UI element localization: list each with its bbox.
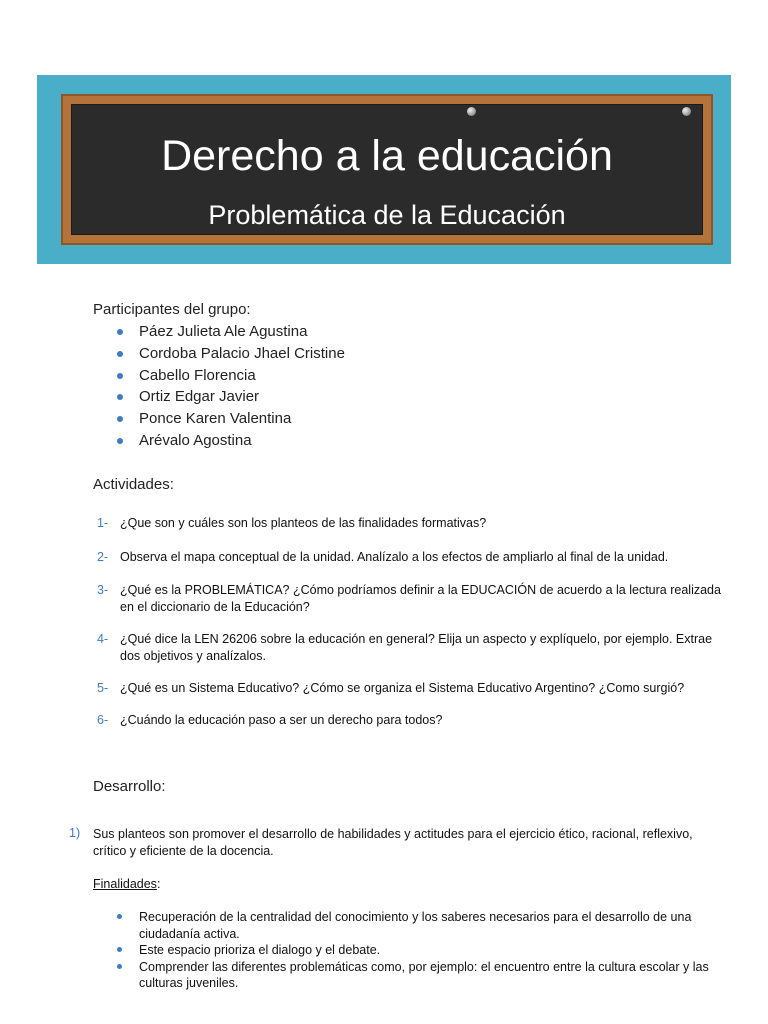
bullet-icon <box>117 964 122 969</box>
activity-text: ¿Qué es la PROBLEMÁTICA? ¿Cómo podríamos definir a la EDUCACIÓN de acuerdo a la lectura realizada en el diccionario de la Educación? <box>120 583 721 614</box>
list-item: Ponce Karen Valentina <box>93 408 345 430</box>
pin-icon <box>467 107 476 116</box>
activity-item <box>93 712 723 729</box>
activity-item <box>93 549 723 566</box>
bullet-icon <box>117 947 122 952</box>
list-item: Páez Julieta Ale Agustina <box>93 321 345 343</box>
activity-number: 6- <box>97 713 109 727</box>
activities-heading: Actividades: <box>93 476 174 493</box>
list-item: Arévalo Agostina <box>93 430 345 452</box>
activity-item <box>93 631 723 664</box>
activity-text: ¿Qué dice la LEN 26206 sobre la educación en general? Elija un aspecto y explíquelo, por ejemplo. Extrae dos objetivos y analízalos. <box>120 632 713 663</box>
bullet-icon <box>117 351 123 357</box>
bullet-icon <box>117 438 123 444</box>
activity-number: 4- <box>97 632 109 646</box>
title-banner <box>37 75 731 264</box>
bullet-icon <box>117 914 122 919</box>
list-item: Cordoba Palacio Jhael Cristine <box>93 343 345 365</box>
development-text: Sus planteos son promover el desarrollo de habilidades y actitudes para el ejercicio ético, racional, reflexivo, crítico y eficiente de la docencia. <box>93 827 693 858</box>
list-item: Cabello Florencia <box>93 365 345 387</box>
bullet-icon <box>117 373 123 379</box>
activity-item <box>93 680 723 697</box>
pin-icon <box>682 107 691 116</box>
development-number: 1) <box>69 826 81 840</box>
bullet-icon <box>117 329 123 335</box>
chalkboard-frame <box>61 94 713 245</box>
activity-number: 5- <box>97 681 109 695</box>
activity-item <box>93 515 723 532</box>
participants-heading: Participantes del grupo: <box>93 301 251 318</box>
activity-text: ¿Qué es un Sistema Educativo? ¿Cómo se organiza el Sistema Educativo Argentino? ¿Como surgió? <box>120 681 685 695</box>
bullet-icon <box>117 394 123 400</box>
finalidades-heading: Finalidades: <box>93 877 161 891</box>
development-heading: Desarrollo: <box>93 778 166 795</box>
finalidades-list <box>93 909 725 992</box>
activity-item <box>93 582 723 615</box>
list-item: Ortiz Edgar Javier <box>93 386 345 408</box>
document-title: Derecho a la educación <box>161 132 613 180</box>
list-item: Recuperación de la centralidad del conocimiento y los saberes necesarios para el desarrollo de una ciudadanía activa. <box>93 909 725 942</box>
activity-text: Observa el mapa conceptual de la unidad. Analízalo a los efectos de ampliarlo al final de la unidad. <box>120 550 669 564</box>
list-item: Comprender las diferentes problemáticas como, por ejemplo: el encuentro entre la cultura escolar y las culturas juveniles. <box>93 959 725 992</box>
activity-number: 2- <box>97 550 109 564</box>
chalkboard <box>71 104 703 235</box>
document-subtitle: Problemática de la Educación <box>208 200 566 230</box>
participants-list <box>93 321 345 452</box>
activity-number: 3- <box>97 583 109 597</box>
activity-text: ¿Cuándo la educación paso a ser un derecho para todos? <box>120 713 443 727</box>
activity-number: 1- <box>97 516 109 530</box>
list-item: Este espacio prioriza el dialogo y el debate. <box>93 942 725 959</box>
bullet-icon <box>117 416 123 422</box>
finalidades-label: Finalidades <box>93 877 157 891</box>
activity-text: ¿Que son y cuáles son los planteos de las finalidades formativas? <box>120 516 487 530</box>
